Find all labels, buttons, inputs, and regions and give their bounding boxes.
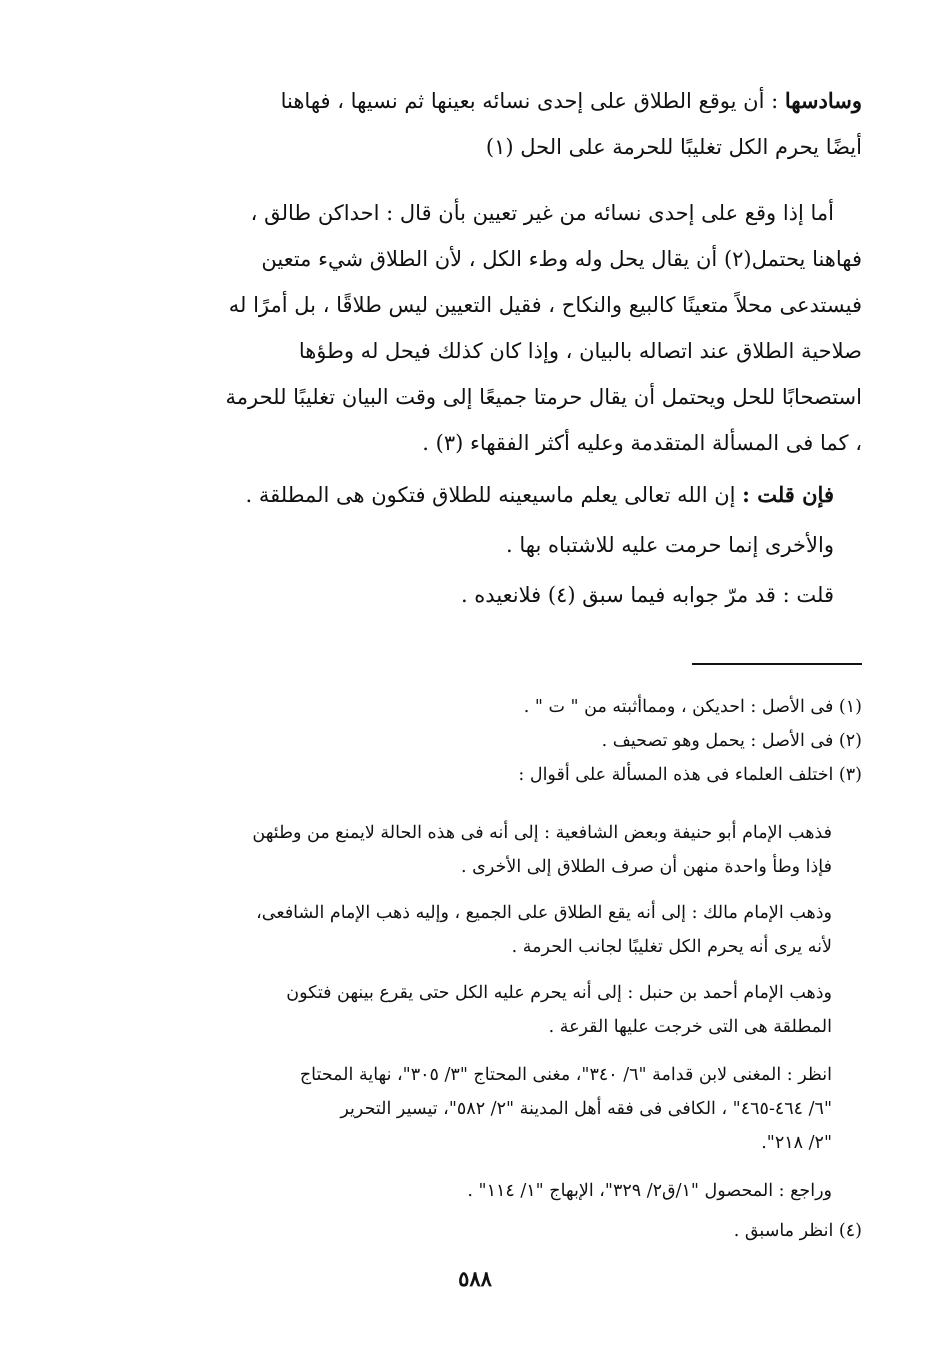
- footnote-line: وراجع : المحصول "١/ق٢/ ٣٢٩"، الإبهاج "١/ ١١٤" .: [467, 1181, 832, 1201]
- footnote-3-maliki: [150, 896, 862, 964]
- paragraph-line: ، كما فى المسألة المتقدمة وعليه أكثر الفقهاء (٣) .: [422, 431, 862, 455]
- footnote-line: وذهب الإمام مالك : إلى أنه يقع الطلاق على الجميع ، وإليه ذهب الإمام الشافعى،: [256, 903, 832, 923]
- paragraph-line: صلاحية الطلاق عند اتصاله بالبيان ، وإذا كان كذلك فيحل له وطؤها: [298, 339, 862, 363]
- paragraph-unspecified-divorce: [150, 190, 862, 466]
- paragraph-line: فيستدعى محلاً متعينًا كالبيع والنكاح ، فقيل التعيين ليس طلاقًا ، بل أمرًا له: [228, 293, 862, 317]
- paragraph-line: والأخرى إنما حرمت عليه للاشتباه بها .: [506, 533, 834, 557]
- footnotes: [150, 690, 862, 792]
- footnote-3-hanafi: [150, 816, 862, 884]
- footnote-line: (٤) انظر ماسبق .: [733, 1221, 862, 1241]
- footnote-line: "٢/ ٢١٨".: [761, 1133, 832, 1153]
- footnote-3-see-also: [150, 1174, 862, 1208]
- paragraph-line: فإن قلت : إن الله تعالى يعلم ماسيعينه للطلاق فتكون هى المطلقة .: [245, 482, 834, 507]
- paragraph-sixth-case: [150, 78, 862, 170]
- footnote-1: (١) فى الأصل : احديكن ، ومماأثبته من " ت " .: [523, 697, 862, 717]
- footnote-3-references: [150, 1058, 862, 1160]
- paragraph-objection: [150, 472, 862, 618]
- footnote-3: (٣) اختلف العلماء فى هذه المسألة على أقوال :: [518, 765, 862, 785]
- footnote-line: لأنه يرى أنه يحرم الكل تغليبًا لجانب الحرمة .: [511, 937, 832, 957]
- page-number: ٥٨٨: [458, 1266, 492, 1291]
- footnote-separator: [692, 663, 862, 665]
- paragraph-reply: قلت : قد مرّ جوابه فيما سبق (٤) فلانعيده .: [460, 583, 834, 607]
- footnote-4: [150, 1214, 862, 1248]
- footnote-line: انظر : المغنى لابن قدامة "٦/ ٣٤٠"، مغنى المحتاج "٣/ ٣٠٥"، نهاية المحتاج: [299, 1065, 832, 1085]
- footnote-2: (٢) فى الأصل : يحمل وهو تصحيف .: [601, 731, 862, 751]
- footnote-3-hanbali: [150, 976, 862, 1044]
- paragraph-line: أيضًا يحرم الكل تغليبًا للحرمة على الحل (١): [485, 135, 862, 159]
- paragraph-lead-word: وسادسها: [784, 88, 862, 113]
- paragraph-line: فهاهنا يحتمل(٢) أن يقال يحل وله وطء الكل ، لأن الطلاق شيء متعين: [261, 247, 862, 271]
- paragraph-line: أما إذا وقع على إحدى نسائه من غير تعيين بأن قال : احداكن طالق ،: [250, 201, 834, 225]
- footnote-line: فذهب الإمام أبو حنيفة وبعض الشافعية : إلى أنه فى هذه الحالة لايمنع من وطئهن: [252, 823, 832, 843]
- footnote-line: وذهب الإمام أحمد بن حنبل : إلى أنه يحرم عليه الكل حتى يقرع بينهن فتكون: [286, 983, 832, 1003]
- paragraph-line: وسادسها : أن يوقع الطلاق على إحدى نسائه بعينها ثم نسيها ، فهاهنا: [280, 88, 862, 113]
- footnote-line: المطلقة هى التى خرجت عليها القرعة .: [548, 1017, 832, 1037]
- footnote-line: "٦/ ٤٦٤-٤٦٥" ، الكافى فى فقه أهل المدينة "٢/ ٥٨٢"، تيسير التحرير: [340, 1099, 832, 1119]
- footnote-line: فإذا وطأ واحدة منهن أن صرف الطلاق إلى الأخرى .: [461, 857, 832, 877]
- objection-lead: فإن قلت :: [742, 482, 834, 507]
- paragraph-line: استصحابًا للحل ويحتمل أن يقال حرمتا جميعًا إلى وقت البيان تغليبًا للحرمة: [225, 385, 862, 409]
